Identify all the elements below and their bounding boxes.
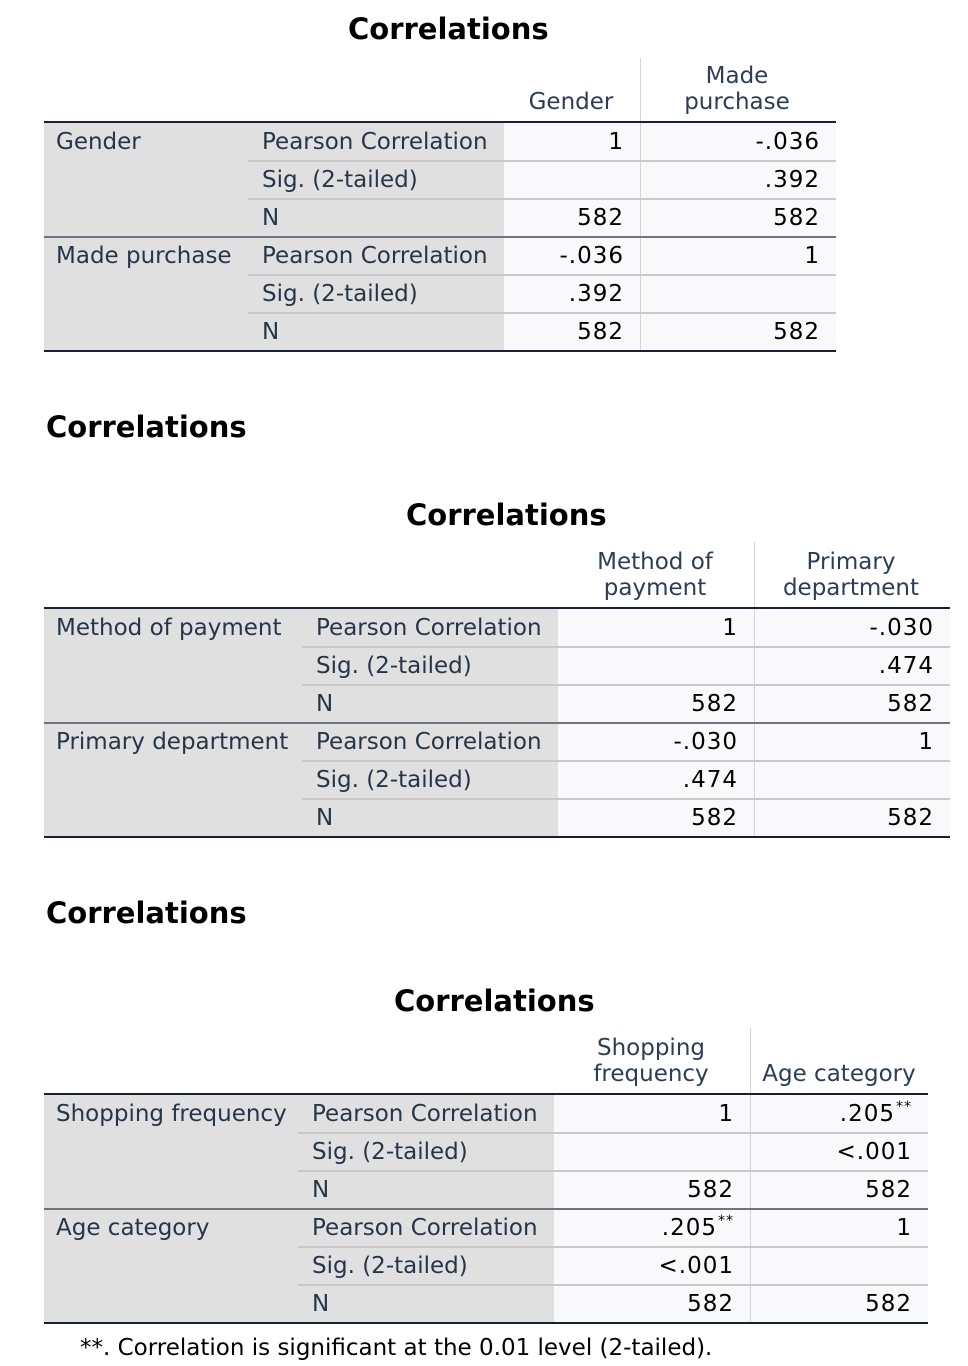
value-cell xyxy=(640,124,820,160)
statistic-label: Sig. (2-tailed) xyxy=(316,653,472,679)
value-cell xyxy=(558,762,738,798)
cell-value: 1 xyxy=(918,729,934,755)
cell-value: <.001 xyxy=(658,1253,734,1279)
cell-value: 582 xyxy=(773,319,820,345)
table-top-border xyxy=(44,121,836,123)
column-header xyxy=(554,1028,748,1087)
column-header xyxy=(756,542,946,601)
row-group-label: Made purchase xyxy=(56,243,232,269)
cell-value: 582 xyxy=(887,691,934,717)
statistic-label: Pearson Correlation xyxy=(262,129,488,155)
value-cell xyxy=(750,1248,912,1284)
value-cell xyxy=(504,276,624,312)
statistic-label: Sig. (2-tailed) xyxy=(312,1139,468,1165)
cell-value: .392 xyxy=(764,167,820,193)
value-cell xyxy=(558,724,738,760)
value-cell xyxy=(754,648,934,684)
statistic-label: N xyxy=(316,691,334,717)
statistic-label: Pearson Correlation xyxy=(316,729,542,755)
cell-value: -.030 xyxy=(673,729,738,755)
value-cell xyxy=(554,1096,734,1132)
column-header-text: Shopping frequency xyxy=(593,1035,709,1087)
row-group-label: Age category xyxy=(56,1215,210,1241)
value-cell xyxy=(558,800,738,836)
table-title: Correlations xyxy=(406,498,607,532)
value-cell xyxy=(750,1172,912,1208)
cell-value: -.030 xyxy=(869,615,934,641)
column-header-text: Primary department xyxy=(782,549,920,601)
table-bottom-border xyxy=(44,1322,928,1324)
column-header-text: Method of payment xyxy=(597,549,713,601)
header-column-divider xyxy=(750,1028,751,1095)
table-title: Correlations xyxy=(348,12,549,46)
column-header-text: Made purchase xyxy=(684,63,790,115)
cell-value: 582 xyxy=(865,1291,912,1317)
value-cell xyxy=(754,762,934,798)
table-bottom-border xyxy=(44,350,836,352)
cell-value: .392 xyxy=(568,281,624,307)
value-cell xyxy=(750,1096,912,1132)
significance-marker: ** xyxy=(896,1099,912,1115)
cell-value: .205 xyxy=(839,1101,895,1127)
value-cell xyxy=(504,314,624,350)
value-cell xyxy=(554,1248,734,1284)
column-header xyxy=(558,542,752,601)
statistic-label: N xyxy=(312,1177,330,1203)
table-top-border xyxy=(44,607,950,609)
value-cell xyxy=(640,238,820,274)
statistic-label: Pearson Correlation xyxy=(262,243,488,269)
value-cell xyxy=(754,610,934,646)
value-cell xyxy=(754,686,934,722)
statistic-label: Sig. (2-tailed) xyxy=(262,167,418,193)
column-header xyxy=(642,58,832,115)
statistic-label: Sig. (2-tailed) xyxy=(316,767,472,793)
value-cell xyxy=(640,314,820,350)
header-column-divider xyxy=(640,58,641,123)
cell-value: .474 xyxy=(682,767,738,793)
header-column-divider xyxy=(754,542,755,609)
value-cell xyxy=(754,724,934,760)
cell-value: 1 xyxy=(718,1101,734,1127)
cell-value: 1 xyxy=(722,615,738,641)
value-cell xyxy=(640,162,820,198)
row-group-label: Gender xyxy=(56,129,141,155)
row-group-label: Shopping frequency xyxy=(56,1101,287,1127)
column-header: Age category xyxy=(762,1061,916,1087)
table-top-border xyxy=(44,1093,928,1095)
value-cell xyxy=(504,162,624,198)
value-cell xyxy=(558,610,738,646)
statistic-label: N xyxy=(262,319,280,345)
section-heading: Correlations xyxy=(46,410,247,444)
value-cell xyxy=(558,648,738,684)
row-group-label: Primary department xyxy=(56,729,289,755)
statistic-label: Sig. (2-tailed) xyxy=(262,281,418,307)
value-cell xyxy=(750,1134,912,1170)
cell-value: 582 xyxy=(691,805,738,831)
cell-value: 1 xyxy=(896,1215,912,1241)
column-header: Gender xyxy=(528,89,614,115)
value-cell xyxy=(504,200,624,236)
value-cell xyxy=(554,1286,734,1322)
value-cell xyxy=(750,1210,912,1246)
table-title: Correlations xyxy=(394,984,595,1018)
cell-value: 582 xyxy=(577,205,624,231)
cell-value: 582 xyxy=(577,319,624,345)
section-heading: Correlations xyxy=(46,896,247,930)
cell-value: 582 xyxy=(865,1177,912,1203)
value-cell xyxy=(754,800,934,836)
significance-marker: ** xyxy=(718,1213,734,1229)
statistic-label: Pearson Correlation xyxy=(316,615,542,641)
cell-value: 582 xyxy=(773,205,820,231)
cell-value: 582 xyxy=(691,691,738,717)
value-cell xyxy=(750,1286,912,1322)
cell-value: 582 xyxy=(687,1291,734,1317)
statistic-label: Pearson Correlation xyxy=(312,1215,538,1241)
cell-value: -.036 xyxy=(559,243,624,269)
value-cell xyxy=(554,1210,734,1246)
cell-value: <.001 xyxy=(836,1139,912,1165)
cell-value: .474 xyxy=(878,653,934,679)
table-bottom-border xyxy=(44,836,950,838)
value-cell xyxy=(554,1134,734,1170)
cell-value: 1 xyxy=(608,129,624,155)
value-cell xyxy=(504,124,624,160)
value-cell xyxy=(640,200,820,236)
statistic-label: Sig. (2-tailed) xyxy=(312,1253,468,1279)
statistic-label: Pearson Correlation xyxy=(312,1101,538,1127)
statistic-label: N xyxy=(316,805,334,831)
cell-value: 1 xyxy=(804,243,820,269)
statistic-label: N xyxy=(312,1291,330,1317)
value-cell xyxy=(640,276,820,312)
cell-value: 582 xyxy=(887,805,934,831)
table-footnote: **. Correlation is significant at the 0.01 level (2-tailed). xyxy=(80,1335,713,1361)
row-group-label: Method of payment xyxy=(56,615,282,641)
cell-value: .205 xyxy=(661,1215,717,1241)
value-cell xyxy=(504,238,624,274)
value-cell xyxy=(554,1172,734,1208)
statistic-label: N xyxy=(262,205,280,231)
cell-value: -.036 xyxy=(755,129,820,155)
cell-value: 582 xyxy=(687,1177,734,1203)
value-cell xyxy=(558,686,738,722)
